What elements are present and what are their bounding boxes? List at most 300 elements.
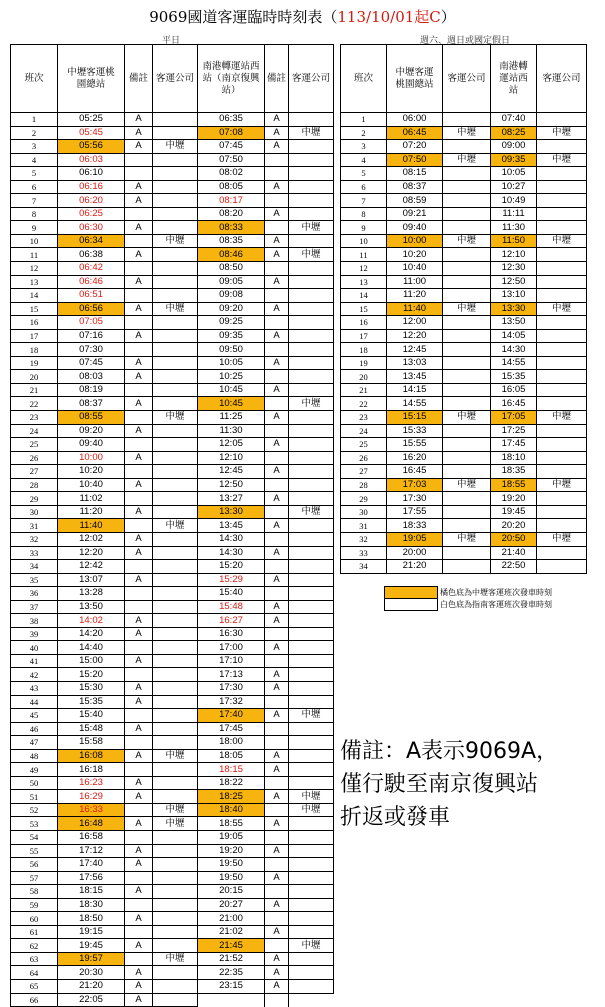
departure-time: 06:56	[58, 302, 125, 316]
departure-time: 18:50	[58, 912, 125, 926]
company-cell	[153, 329, 198, 343]
table-row	[11, 221, 334, 235]
departure-time: 15:40	[58, 709, 125, 723]
return-time: 18:00	[198, 736, 265, 750]
table-row	[341, 329, 587, 343]
company-cell	[289, 898, 334, 912]
trip-number: 12	[341, 262, 387, 276]
departure-time: 14:20	[58, 627, 125, 641]
table-row	[341, 316, 587, 330]
return-time: 23:15	[198, 980, 265, 994]
table-row	[11, 966, 334, 980]
table-row	[11, 519, 334, 533]
departure-time: 07:50	[387, 153, 443, 167]
table-row	[11, 383, 334, 397]
departure-time: 06:51	[58, 289, 125, 303]
trip-number: 65	[11, 980, 58, 994]
remark-cell	[265, 397, 289, 411]
departure-time: 13:03	[387, 356, 443, 370]
company-cell	[443, 370, 491, 384]
table-row	[11, 654, 334, 668]
remark-cell	[125, 641, 153, 655]
return-time: 17:40	[198, 709, 265, 723]
departure-time: 12:20	[58, 546, 125, 560]
return-time: 08:50	[198, 262, 265, 276]
remark-cell	[265, 370, 289, 384]
return-time: 17:30	[198, 681, 265, 695]
header-zhongli-terminal: 中壢客運桃園總站	[58, 45, 125, 113]
company-cell: 中壢	[153, 817, 198, 831]
return-time: 16:05	[491, 383, 537, 397]
trip-number: 50	[11, 776, 58, 790]
departure-time: 17:56	[58, 871, 125, 885]
table-row	[341, 465, 587, 479]
departure-time: 16:18	[58, 763, 125, 777]
remark-cell: A	[265, 329, 289, 343]
departure-time: 11:40	[387, 302, 443, 316]
company-cell	[537, 370, 587, 384]
company-cell: 中壢	[289, 248, 334, 262]
remark-cell: A	[125, 140, 153, 154]
table-row	[341, 383, 587, 397]
company-cell	[289, 140, 334, 154]
departure-time: 15:48	[58, 722, 125, 736]
departure-time: 05:45	[58, 126, 125, 140]
table-row	[11, 234, 334, 248]
table-row	[11, 722, 334, 736]
company-cell	[289, 830, 334, 844]
company-cell	[153, 248, 198, 262]
table-row	[341, 519, 587, 533]
return-time: 19:45	[491, 505, 537, 519]
trip-number: 39	[11, 627, 58, 641]
table-row	[11, 681, 334, 695]
company-cell	[443, 383, 491, 397]
departure-time: 21:20	[58, 980, 125, 994]
company-cell: 中壢	[289, 505, 334, 519]
remark-cell: A	[265, 113, 289, 127]
remark-cell: A	[125, 966, 153, 980]
weekday-label: 平日	[162, 36, 181, 46]
trip-number: 30	[341, 505, 387, 519]
return-time: 15:20	[198, 560, 265, 574]
table-row	[11, 993, 334, 1007]
trip-number: 49	[11, 763, 58, 777]
table-row	[11, 262, 334, 276]
remark-cell	[265, 221, 289, 235]
company-cell	[289, 343, 334, 357]
table-row	[11, 316, 334, 330]
remark-cell	[125, 925, 153, 939]
trip-number: 29	[11, 492, 58, 506]
company-cell	[153, 912, 198, 926]
trip-number: 54	[11, 830, 58, 844]
company-cell: 中壢	[153, 411, 198, 425]
table-row	[11, 709, 334, 723]
return-time: 09:50	[198, 343, 265, 357]
table-row	[341, 560, 587, 574]
remark-cell: A	[125, 424, 153, 438]
return-time: 17:00	[198, 641, 265, 655]
company-cell	[537, 560, 587, 574]
return-time: 21:40	[491, 546, 537, 560]
table-row	[341, 546, 587, 560]
remark-cell: A	[125, 532, 153, 546]
remark-cell: A	[125, 356, 153, 370]
table-row	[11, 302, 334, 316]
return-time: 09:05	[198, 275, 265, 289]
departure-time: 08:37	[387, 180, 443, 194]
trip-number: 6	[11, 180, 58, 194]
departure-time: 14:02	[58, 614, 125, 628]
departure-time: 14:15	[387, 383, 443, 397]
trip-number: 31	[11, 519, 58, 533]
table-row	[11, 763, 334, 777]
company-cell	[289, 641, 334, 655]
return-time: 18:25	[198, 790, 265, 804]
company-cell	[537, 492, 587, 506]
company-cell	[443, 519, 491, 533]
remark-cell	[265, 912, 289, 926]
return-time: 19:05	[198, 830, 265, 844]
company-cell: 中壢	[153, 519, 198, 533]
departure-time: 16:58	[58, 830, 125, 844]
company-cell	[289, 262, 334, 276]
departure-time: 08:59	[387, 194, 443, 208]
return-time: 19:50	[198, 858, 265, 872]
return-time: 08:46	[198, 248, 265, 262]
departure-time: 14:40	[58, 641, 125, 655]
table-row	[11, 248, 334, 262]
departure-time: 20:00	[387, 546, 443, 560]
company-cell	[537, 167, 587, 181]
remark-cell: A	[265, 126, 289, 140]
departure-time: 10:00	[387, 234, 443, 248]
remark-cell	[125, 871, 153, 885]
remark-cell	[125, 952, 153, 966]
remark-cell: A	[125, 126, 153, 140]
return-time: 20:50	[491, 532, 537, 546]
table-row	[11, 695, 334, 709]
departure-time: 17:55	[387, 505, 443, 519]
company-cell	[289, 980, 334, 994]
departure-time: 06:00	[387, 113, 443, 127]
departure-time: 19:57	[58, 952, 125, 966]
table-row	[11, 492, 334, 506]
weekend-header-company-2: 客運公司	[537, 45, 587, 113]
table-row	[11, 980, 334, 994]
table-row	[341, 140, 587, 154]
trip-number: 48	[11, 749, 58, 763]
remark-cell: A	[125, 654, 153, 668]
trip-number: 55	[11, 844, 58, 858]
weekend-timetable	[340, 44, 587, 574]
remark-cell: A	[265, 275, 289, 289]
remark-cell	[125, 153, 153, 167]
departure-time: 11:00	[387, 275, 443, 289]
remark-cell	[125, 709, 153, 723]
company-cell	[289, 316, 334, 330]
remark-cell	[125, 519, 153, 533]
company-cell	[289, 329, 334, 343]
remark-cell: A	[265, 248, 289, 262]
table-row	[11, 898, 334, 912]
return-time: 11:25	[198, 411, 265, 425]
remark-cell: A	[125, 722, 153, 736]
return-time: 08:17	[198, 194, 265, 208]
departure-time: 11:20	[387, 289, 443, 303]
departure-time: 07:20	[387, 140, 443, 154]
departure-time: 08:03	[58, 370, 125, 384]
departure-time: 10:40	[58, 478, 125, 492]
remark-cell: A	[265, 966, 289, 980]
remark-cell: A	[265, 180, 289, 194]
departure-time: 06:38	[58, 248, 125, 262]
company-cell	[289, 167, 334, 181]
company-cell	[443, 113, 491, 127]
weekday-timetable	[10, 44, 334, 1007]
company-cell	[289, 912, 334, 926]
return-time: 15:48	[198, 600, 265, 614]
company-cell	[153, 532, 198, 546]
remark-cell: A	[125, 858, 153, 872]
company-cell	[153, 383, 198, 397]
return-time: 14:30	[198, 532, 265, 546]
remark-cell: A	[125, 180, 153, 194]
table-row	[341, 180, 587, 194]
return-time: 22:35	[198, 966, 265, 980]
trip-number: 51	[11, 790, 58, 804]
company-cell: 中壢	[153, 749, 198, 763]
company-cell	[289, 871, 334, 885]
trip-number: 7	[11, 194, 58, 208]
trip-number: 60	[11, 912, 58, 926]
remark-cell	[125, 234, 153, 248]
company-cell	[153, 275, 198, 289]
return-time: 12:10	[198, 451, 265, 465]
remark-cell: A	[265, 465, 289, 479]
table-row	[11, 844, 334, 858]
company-cell: 中壢	[443, 411, 491, 425]
trip-number: 4	[11, 153, 58, 167]
table-row	[341, 356, 587, 370]
company-cell	[443, 316, 491, 330]
departure-time: 16:45	[387, 465, 443, 479]
return-time: 17:45	[491, 438, 537, 452]
trip-number: 16	[11, 316, 58, 330]
company-cell	[537, 113, 587, 127]
remark-cell: A	[125, 912, 153, 926]
company-cell	[537, 465, 587, 479]
return-time: 07:45	[198, 140, 265, 154]
return-time: 13:30	[198, 505, 265, 519]
remark-cell: A	[125, 681, 153, 695]
return-time: 17:10	[198, 654, 265, 668]
company-cell	[153, 695, 198, 709]
departure-time: 12:02	[58, 532, 125, 546]
departure-time: 11:20	[58, 505, 125, 519]
table-row	[11, 952, 334, 966]
trip-number: 58	[11, 885, 58, 899]
remark-cell	[265, 830, 289, 844]
company-cell	[289, 546, 334, 560]
remark-cell: A	[125, 844, 153, 858]
return-time: 15:29	[198, 573, 265, 587]
table-row	[341, 492, 587, 506]
company-cell	[289, 356, 334, 370]
remark-cell	[265, 776, 289, 790]
company-cell: 中壢	[443, 532, 491, 546]
table-row	[11, 817, 334, 831]
table-row	[341, 289, 587, 303]
return-time: 20:15	[198, 885, 265, 899]
table-row	[341, 194, 587, 208]
trip-number: 30	[11, 505, 58, 519]
return-time: 09:25	[198, 316, 265, 330]
company-cell: 中壢	[289, 397, 334, 411]
remark-cell	[125, 316, 153, 330]
trip-number: 35	[11, 573, 58, 587]
company-cell	[153, 316, 198, 330]
departure-time: 16:29	[58, 790, 125, 804]
departure-time: 14:55	[387, 397, 443, 411]
remark-cell: A	[125, 194, 153, 208]
trip-number: 23	[341, 411, 387, 425]
departure-time: 17:12	[58, 844, 125, 858]
return-time: 10:25	[198, 370, 265, 384]
return-time: 19:20	[198, 844, 265, 858]
trip-number: 9	[341, 221, 387, 235]
table-row	[11, 370, 334, 384]
company-cell	[153, 641, 198, 655]
company-cell	[443, 546, 491, 560]
trip-number: 17	[341, 329, 387, 343]
company-cell: 中壢	[289, 939, 334, 953]
return-time: 18:15	[198, 763, 265, 777]
company-cell	[153, 153, 198, 167]
trip-number: 10	[341, 234, 387, 248]
table-row	[11, 830, 334, 844]
return-time: 20:20	[491, 519, 537, 533]
table-row	[341, 234, 587, 248]
remark-cell: A	[265, 573, 289, 587]
table-row	[341, 397, 587, 411]
legend	[384, 586, 552, 610]
trip-number: 14	[341, 289, 387, 303]
departure-time: 12:42	[58, 560, 125, 574]
trip-number: 63	[11, 952, 58, 966]
remark-cell	[125, 492, 153, 506]
company-cell	[443, 424, 491, 438]
company-cell: 中壢	[537, 411, 587, 425]
departure-time: 06:42	[58, 262, 125, 276]
table-row	[11, 465, 334, 479]
company-cell	[153, 207, 198, 221]
remark-cell: A	[125, 248, 153, 262]
company-cell	[153, 397, 198, 411]
trip-number: 9	[11, 221, 58, 235]
trip-number: 19	[11, 356, 58, 370]
return-time: 22:50	[491, 560, 537, 574]
company-cell	[153, 925, 198, 939]
departure-time: 05:56	[58, 140, 125, 154]
remark-cell	[265, 289, 289, 303]
return-time: 10:05	[198, 356, 265, 370]
return-time: 18:55	[198, 817, 265, 831]
remark-cell: A	[265, 790, 289, 804]
departure-time: 08:15	[387, 167, 443, 181]
company-cell	[289, 858, 334, 872]
remark-cell: A	[125, 939, 153, 953]
return-time: 08:20	[198, 207, 265, 221]
remark-cell	[125, 465, 153, 479]
trip-number: 24	[11, 424, 58, 438]
remark-cell	[265, 736, 289, 750]
company-cell	[289, 627, 334, 641]
return-time: 19:20	[491, 492, 537, 506]
departure-time: 15:30	[58, 681, 125, 695]
remark-cell: A	[125, 302, 153, 316]
trip-number: 1	[11, 113, 58, 127]
return-time: 12:05	[198, 438, 265, 452]
company-cell	[289, 722, 334, 736]
remark-cell	[265, 343, 289, 357]
company-cell	[289, 776, 334, 790]
return-time: 19:50	[198, 871, 265, 885]
remark-cell	[125, 560, 153, 574]
remark-cell	[125, 207, 153, 221]
departure-time: 05:25	[58, 113, 125, 127]
trip-number: 6	[341, 180, 387, 194]
departure-time: 07:30	[58, 343, 125, 357]
company-cell	[153, 654, 198, 668]
trip-number: 16	[341, 316, 387, 330]
return-time: 16:30	[198, 627, 265, 641]
company-cell	[153, 614, 198, 628]
table-row	[11, 858, 334, 872]
company-cell	[443, 221, 491, 235]
company-cell	[443, 140, 491, 154]
trip-number: 8	[341, 207, 387, 221]
return-time: 20:27	[198, 898, 265, 912]
return-time: 21:00	[198, 912, 265, 926]
remark-cell: A	[125, 627, 153, 641]
company-cell: 中壢	[289, 803, 334, 817]
company-cell	[153, 871, 198, 885]
company-cell	[289, 952, 334, 966]
company-cell	[289, 736, 334, 750]
remark-cell	[265, 627, 289, 641]
company-cell	[289, 763, 334, 777]
departure-time: 20:30	[58, 966, 125, 980]
company-cell	[153, 451, 198, 465]
company-cell: 中壢	[153, 302, 198, 316]
remark-cell: A	[125, 505, 153, 519]
company-cell	[153, 627, 198, 641]
table-row	[11, 627, 334, 641]
return-time: 18:22	[198, 776, 265, 790]
table-row	[11, 329, 334, 343]
return-time: 17:13	[198, 668, 265, 682]
company-cell	[289, 695, 334, 709]
trip-number: 13	[11, 275, 58, 289]
return-time: 07:08	[198, 126, 265, 140]
remark-cell: A	[265, 140, 289, 154]
remark-cell: A	[265, 234, 289, 248]
return-time: 10:27	[491, 180, 537, 194]
remark-cell: A	[125, 113, 153, 127]
trip-number: 17	[11, 329, 58, 343]
